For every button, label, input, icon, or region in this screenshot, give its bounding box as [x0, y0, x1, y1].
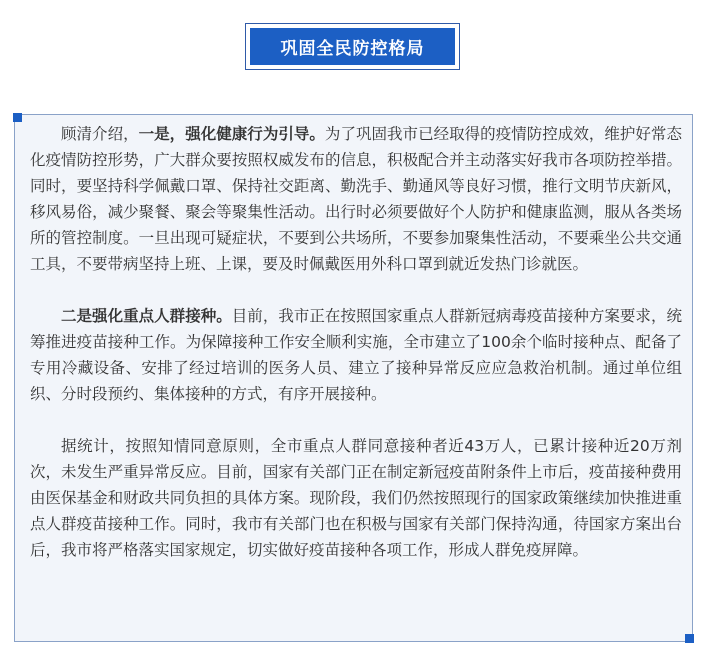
- paragraph-2: [30, 303, 682, 407]
- paragraph-3-text: 据统计，按照知情同意原则，全市重点人群同意接种者近43万人，已累计接种近20万剂次，未发生严重异常反应。目前，国家有关部门正在制定新冠疫苗附条件上市后，疫苗接种费用由医保基金和财政共同负担的具体方案。现阶段，我们仍然按照现行的国家政策继续加快推进重点人群疫苗接种工作。同时，我市有关部门也在积极与国家有关部门保持沟通，待国家方案出台后，我市将严格落实国家规定，切实做好疫苗接种各项工作，形成人群免疫屏障。: [30, 437, 682, 559]
- paragraph-2-text: 目前，我市正在按照国家重点人群新冠病毒疫苗接种方案要求，统筹推进疫苗接种工作。为保障接种工作安全顺利实施，全市建立了100余个临时接种点、配备了专用冷藏设备、安排了经过培训的医务人员、建立了接种异常反应应急救治机制。通过单位组织、分时段预约、集体接种的方式，有序开展接种。: [30, 307, 682, 403]
- paragraph-1-text: 为了巩固我市已经取得的疫情防控成效，维护好常态化疫情防控形势，广大群众要按照权威发布的信息，积极配合并主动落实好我市各项防控举措。同时，要坚持科学佩戴口罩、保持社交距离、勤洗手、勤通风等良好习惯，推行文明节庆新风，移风易俗，减少聚餐、聚会等聚集性活动。出行时必须要做好个人防护和健康监测，服从各类场所的管控制度。一旦出现可疑症状，不要到公共场所，不要参加聚集性活动，不要乘坐公共交通工具，不要带病坚持上班、上课，要及时佩戴医用外科口罩到就近发热门诊就医。: [30, 125, 682, 273]
- article-panel: [14, 114, 693, 642]
- corner-accent-top-left: [13, 113, 22, 122]
- paragraph-3: [30, 433, 682, 563]
- article-body: [30, 121, 682, 563]
- section-title: 巩固全民防控格局: [250, 28, 455, 65]
- title-frame: [245, 23, 460, 70]
- corner-accent-bottom-right: [685, 634, 694, 643]
- paragraph-1-lead: 一是，强化健康行为引导。: [138, 125, 325, 143]
- paragraph-1-intro: 顾清介绍，: [61, 125, 139, 143]
- paragraph-2-lead: 二是强化重点人群接种。: [61, 307, 232, 325]
- paragraph-1: [30, 121, 682, 277]
